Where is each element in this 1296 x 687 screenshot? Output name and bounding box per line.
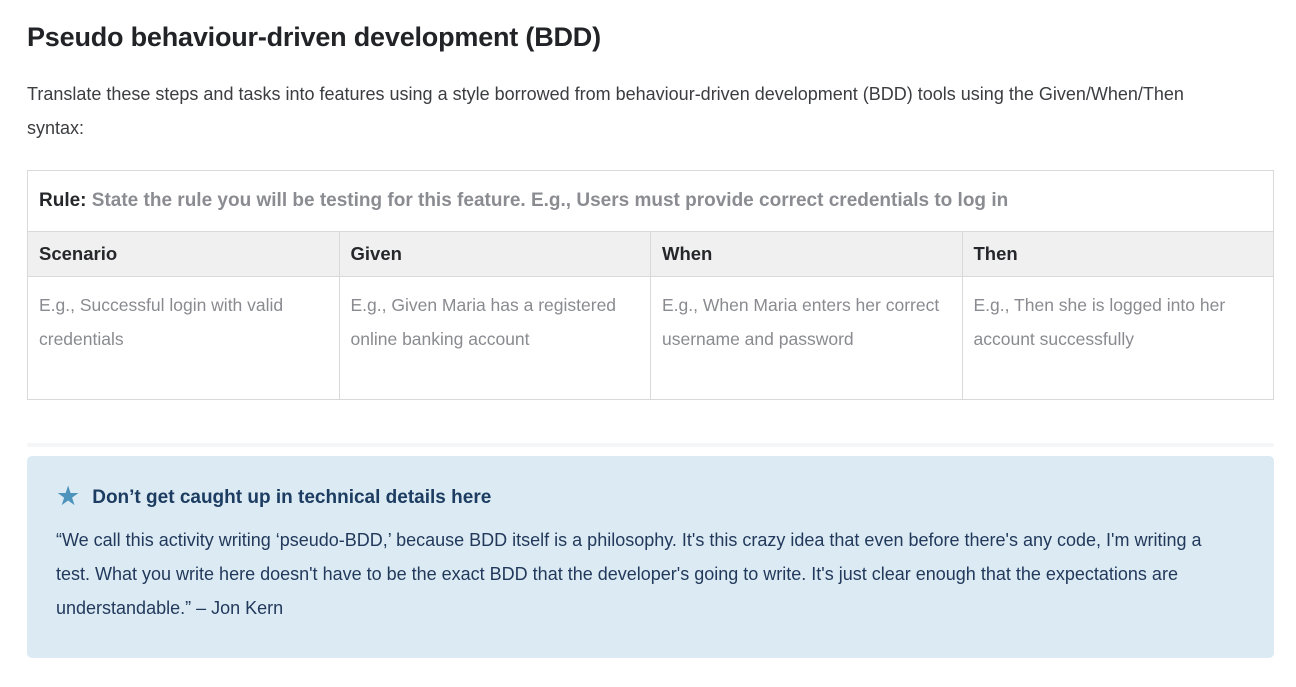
example-row (28, 277, 1274, 400)
when-cell-placeholder: E.g., When Maria enters her correct username and password (651, 277, 963, 400)
callout-quote: “We call this activity writing ‘pseudo-BDD,’ because BDD itself is a philosophy. It's this crazy idea that even before there's any code, I'm writing a test. What you write here doesn't have to be the exact BDD that the developer's going to write. It's just clear enough that the expectations are understandable.” – Jon Kern (56, 530, 1202, 618)
then-cell-placeholder: E.g., Then she is logged into her account successfully (962, 277, 1274, 400)
column-header-scenario: Scenario (28, 232, 340, 277)
callout-heading: Don’t get caught up in technical details here (92, 487, 492, 508)
rule-placeholder: State the rule you will be testing for this feature. E.g., Users must provide correct credentials to log in (91, 190, 1009, 211)
column-header-when: When (651, 232, 963, 277)
rule-label: Rule: (39, 190, 92, 211)
header-row (28, 232, 1274, 277)
given-cell-placeholder: E.g., Given Maria has a registered online banking account (339, 277, 651, 400)
column-header-then: Then (962, 232, 1274, 277)
star-icon: ★ (56, 481, 81, 511)
callout-header (56, 481, 1244, 511)
column-header-given: Given (339, 232, 651, 277)
section-divider (27, 443, 1274, 447)
page-title: Pseudo behaviour-driven development (BDD) (27, 22, 601, 52)
intro-paragraph: Translate these steps and tasks into features using a style borrowed from behaviour-driven development (BDD) tools using the Given/When/Then syntax: (27, 84, 1184, 138)
bdd-table (27, 170, 1274, 400)
rule-cell (28, 171, 1274, 232)
tip-callout (27, 456, 1274, 658)
rule-row (28, 171, 1274, 232)
scenario-cell-placeholder: E.g., Successful login with valid credentials (28, 277, 340, 400)
